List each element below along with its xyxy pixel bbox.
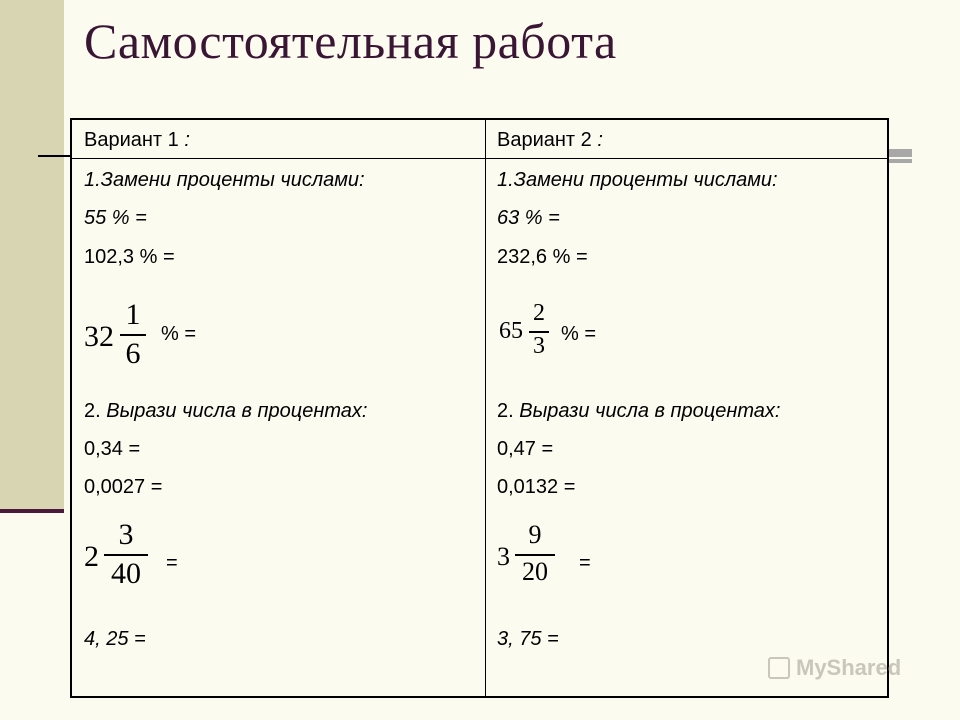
fraction-numerator: 9 [528, 520, 542, 549]
task-2-label [497, 400, 780, 423]
fraction-bar [120, 334, 146, 336]
variant-2-header [497, 129, 603, 152]
tasks-table [70, 118, 889, 698]
task-2-item-4: 3, 75 = [497, 628, 559, 650]
task-2-text: Вырази числа в процентах: [519, 400, 781, 422]
fraction-denominator: 20 [522, 557, 548, 586]
task-1-item-1: 55 % = [84, 207, 147, 229]
task-2-number: 2. [497, 400, 520, 422]
side-accent-line [0, 509, 64, 513]
task-2-item-1: 0,34 = [84, 438, 141, 460]
fraction-denominator: 3 [533, 333, 545, 359]
task-2-item-4: 4, 25 = [84, 628, 146, 650]
variant-header-text: Вариант 1 [84, 129, 185, 151]
task-1-item-1: 63 % = [497, 207, 560, 229]
mixed-fraction-1 [84, 296, 284, 376]
fraction-tail: % = [561, 323, 597, 345]
fraction-tail: = [579, 552, 591, 574]
task-1-item-2: 232,6 % = [497, 246, 588, 268]
variant-1-header [84, 129, 190, 152]
variant-2-column [497, 120, 882, 696]
task-2-item-2: 0,0027 = [84, 476, 163, 498]
column-divider [485, 120, 486, 696]
fraction-bar [515, 554, 555, 556]
fraction-numerator: 1 [125, 298, 141, 331]
fraction-denominator: 40 [111, 557, 141, 590]
fraction-bar [104, 554, 148, 556]
mixed-fraction-1 [497, 300, 697, 370]
decorative-line [38, 155, 72, 157]
fraction-whole: 65 [499, 318, 523, 344]
variant-header-text: Вариант 2 [497, 129, 598, 151]
task-2-number: 2. [84, 400, 107, 422]
fraction-tail: = [166, 552, 178, 574]
variant-1-column [84, 120, 479, 696]
mixed-fraction-2 [497, 520, 697, 600]
side-band [0, 0, 64, 512]
fraction-whole: 32 [84, 320, 114, 353]
variant-header-colon: : [184, 129, 190, 151]
fraction-whole: 3 [497, 542, 510, 571]
fraction-whole: 2 [84, 540, 99, 573]
fraction-denominator: 6 [125, 337, 141, 370]
task-2-item-2: 0,0132 = [497, 476, 576, 498]
task-1-label: 1.Замени проценты числами: [497, 169, 778, 191]
watermark-icon [768, 657, 790, 679]
task-1-item-2: 102,3 % = [84, 246, 175, 268]
task-2-label [84, 400, 367, 423]
page-title: Самостоятельная работа [84, 13, 617, 69]
watermark: MyShared [796, 655, 902, 680]
variant-header-colon: : [597, 129, 603, 151]
task-1-label: 1.Замени проценты числами: [84, 169, 365, 191]
fraction-numerator: 2 [533, 300, 545, 326]
task-2-item-1: 0,47 = [497, 438, 554, 460]
fraction-tail: % = [161, 323, 197, 345]
task-2-text: Вырази числа в процентах: [106, 400, 368, 422]
mixed-fraction-2 [84, 516, 284, 596]
fraction-numerator: 3 [118, 518, 134, 551]
